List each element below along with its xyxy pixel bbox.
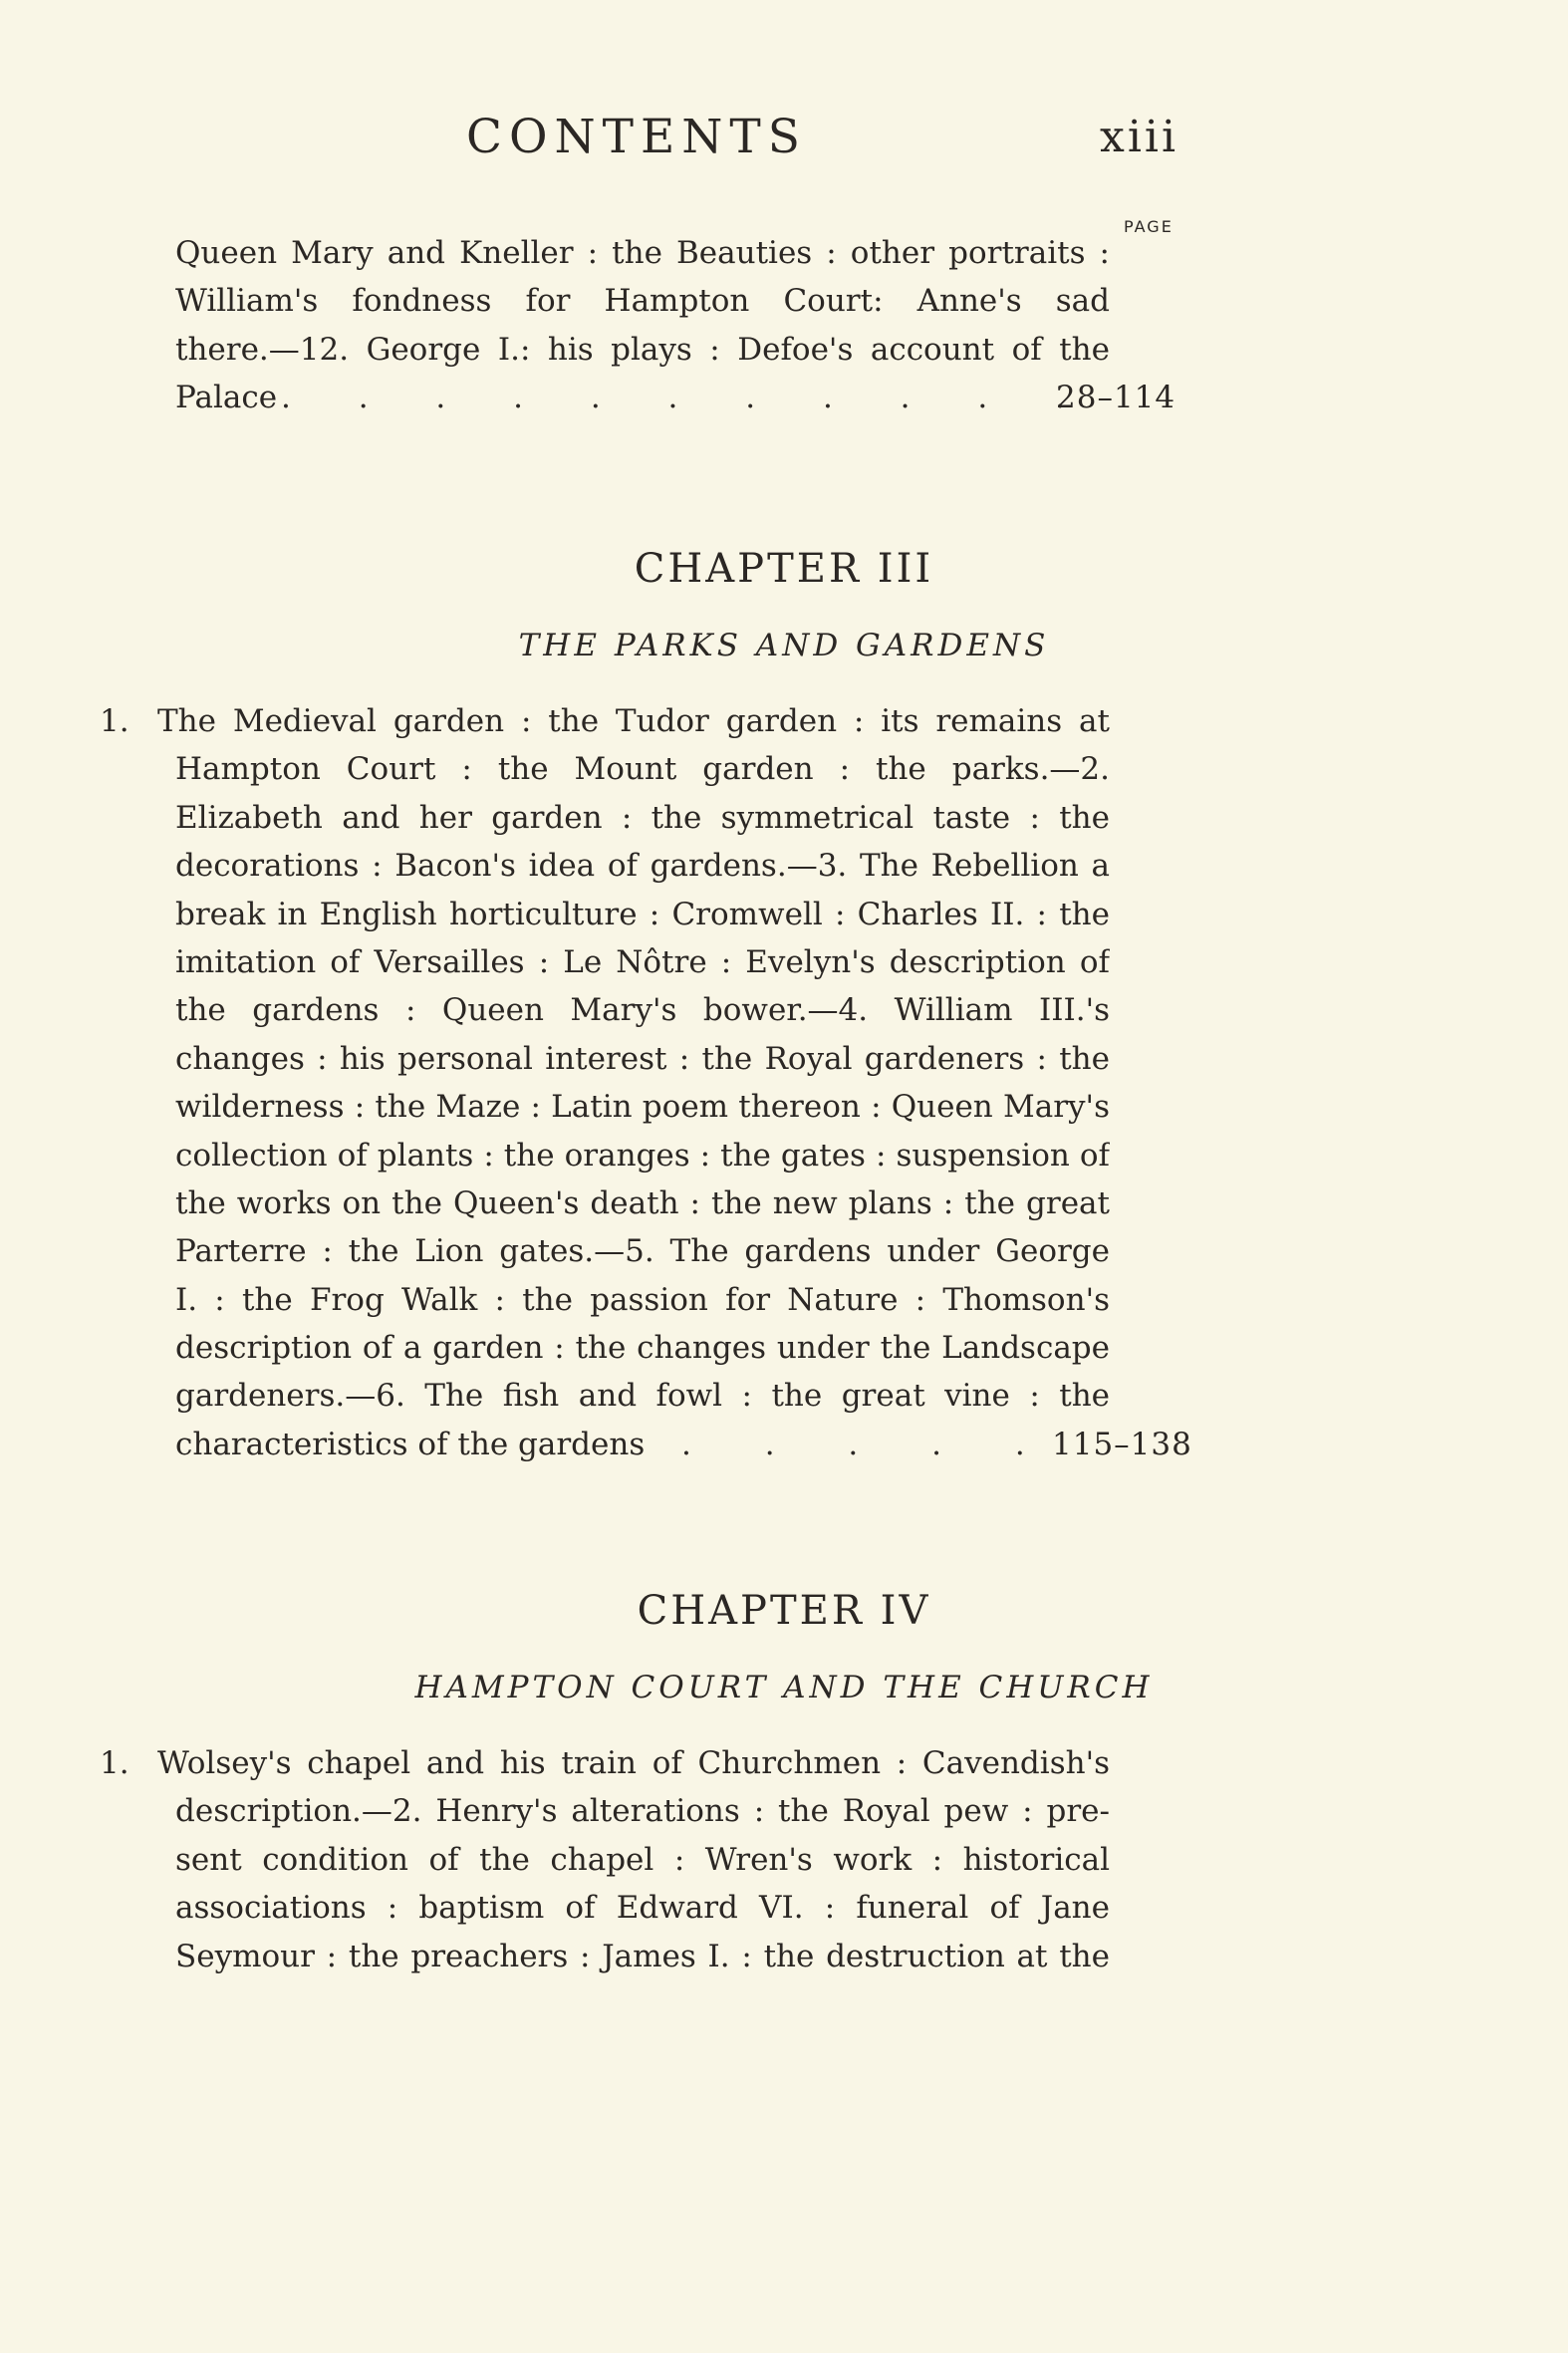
chapter-heading: CHAPTER IV [637,1588,931,1634]
chapter-2-continuation [175,229,1176,422]
toc-line: gardeners.—6. The fish and fowl : the great vine : the [175,1378,1110,1415]
toc-line: there.—12. George I.: his plays : Defoe's account of the [175,331,1110,368]
toc-line: Hampton Court : the Mount garden : the parks.—2. [175,751,1110,788]
toc-line: William's fondness for Hampton Court: Anne's sad [175,283,1110,320]
dot-leader: . . . . . . . . . . . [281,380,1065,416]
running-head [0,108,1568,167]
toc-line: description.—2. Henry's alterations : the Royal pew : pre- [175,1793,1110,1830]
toc-line: wilderness : the Maze : Latin poem thereon : Queen Mary's [175,1089,1110,1126]
dot-leader: . . . . . [681,1426,1025,1462]
page-number: xiii [1100,112,1179,162]
chapter-4-entries [100,1739,1172,1980]
toc-line: associations : baptism of Edward VI. : funeral of Jane [175,1890,1110,1927]
toc-entry-last-line [175,1421,1192,1468]
chapter-subtitle: HAMPTON COURT AND THE CHURCH [414,1670,1154,1705]
toc-line: Elizabeth and her garden : the symmetrical taste : the [175,799,1110,836]
running-title: CONTENTS [466,110,807,164]
chapter-3-entries [100,697,1192,1468]
toc-entry-last-line [175,374,1176,421]
toc-line: I. : the Frog Walk : the passion for Nature : Thomson's [175,1281,1110,1318]
entry-last-text: characteristics of the gardens [175,1426,646,1462]
toc-line: the gardens : Queen Mary's bower.—4. William III.'s [175,992,1110,1029]
section-number: 1. [100,703,130,739]
toc-line: Parterre : the Lion gates.—5. The gardens under George [175,1233,1110,1270]
toc-line: 1. Wolsey's chapel and his train of Churchmen : Cavendish's [175,1739,1172,1787]
toc-line: imitation of Versailles : Le Nôtre : Evelyn's description of [175,943,1110,980]
toc-line: decorations : Bacon's idea of gardens.—3. The Rebellion a [175,848,1110,885]
page-column-label: PAGE [1124,217,1174,236]
chapter-heading: CHAPTER III [634,546,934,592]
toc-line: 1. The Medieval garden : the Tudor garden : its remains at [175,697,1172,745]
page-range: 28–114 [1056,380,1176,416]
page-range: 115–138 [1052,1426,1192,1462]
toc-line: changes : his personal interest : the Royal gardeners : the [175,1040,1110,1077]
toc-line: description of a garden : the changes under the Landscape [175,1330,1110,1367]
toc-line: Seymour : the preachers : James I. : the destruction at the [175,1938,1110,1974]
chapter-subtitle: THE PARKS AND GARDENS [518,628,1050,663]
toc-line: Queen Mary and Kneller : the Beauties : other portraits : [175,235,1110,271]
toc-line: break in English horticulture : Cromwell : Charles II. : the [175,896,1110,932]
section-number: 1. [100,1745,130,1781]
toc-line: collection of plants : the oranges : the gates : suspension of [175,1137,1110,1174]
toc-line: the works on the Queen's death : the new plans : the great [175,1184,1110,1221]
entry-last-text: Palace [175,380,278,416]
toc-line: sent condition of the chapel : Wren's work : historical [175,1841,1110,1878]
